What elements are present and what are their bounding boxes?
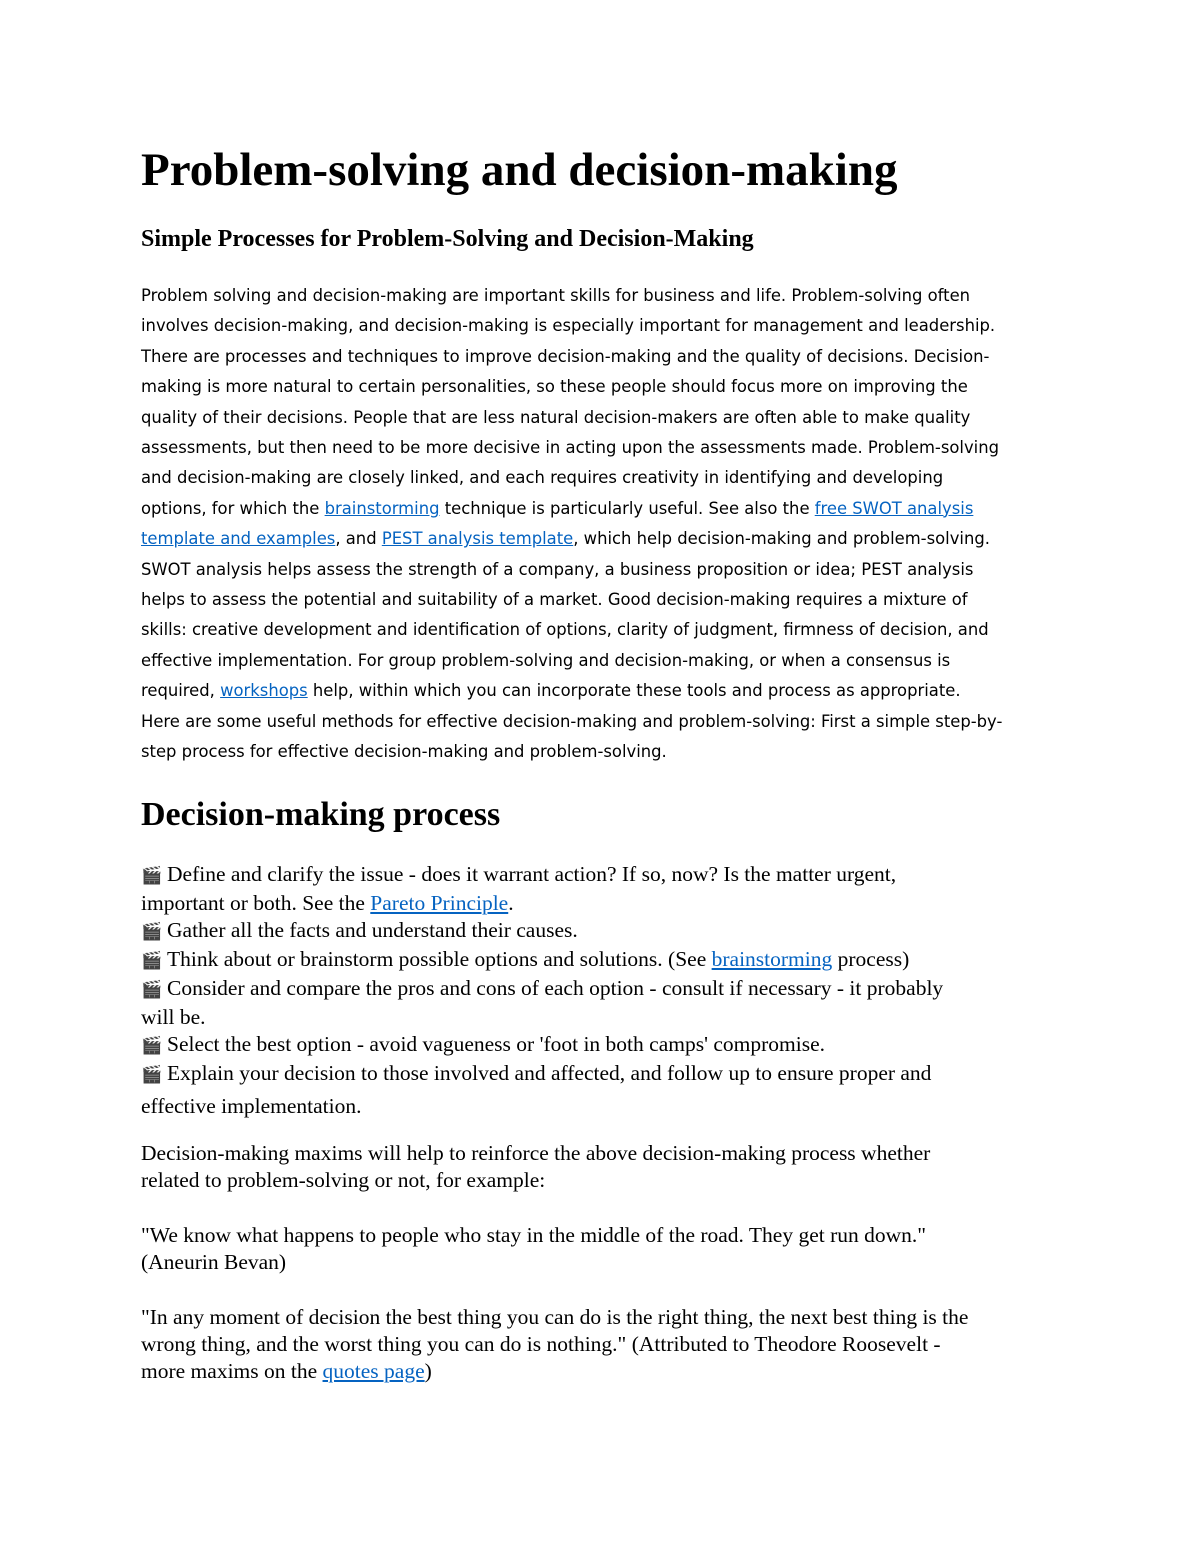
quote-text: ) xyxy=(424,1359,432,1383)
quote-line: (Aneurin Bevan) xyxy=(141,1250,287,1274)
intro-line: step process for effective decision-making and problem-solving. xyxy=(141,742,667,762)
clapperboard-icon: 🎬 xyxy=(141,866,163,886)
clapperboard-icon: 🎬 xyxy=(141,980,163,1000)
clapperboard-icon: 🎬 xyxy=(141,951,163,971)
clapperboard-icon: 🎬 xyxy=(141,1036,163,1056)
list-item xyxy=(141,917,1061,946)
swot-analysis-link[interactable]: free SWOT analysis xyxy=(814,498,974,518)
step-text: Gather all the facts and understand their causes. xyxy=(167,918,578,942)
step-text: Think about or brainstorm possible options and solutions. (See xyxy=(167,947,712,971)
intro-text: required, xyxy=(141,681,221,701)
intro-line: quality of their decisions. People that are less natural decision-makers are often able to make quality xyxy=(141,407,971,427)
step-text: Select the best option - avoid vagueness or 'foot in both camps' compromise. xyxy=(167,1032,825,1056)
intro-line: making is more natural to certain personalities, so these people should focus more on improving the xyxy=(141,377,968,397)
intro-line: helps to assess the potential and suitability of a market. Good decision-making requires a mixture of xyxy=(141,590,968,610)
maxims-intro-paragraph xyxy=(141,1140,1061,1194)
list-item-continued: effective implementation. xyxy=(141,1094,362,1118)
intro-paragraph xyxy=(141,281,1061,768)
quote-line: "We know what happens to people who stay in the middle of the road. They get run down." xyxy=(141,1223,927,1247)
paragraph-line: related to problem-solving or not, for example: xyxy=(141,1168,546,1192)
intro-line: There are processes and techniques to improve decision-making and the quality of decisions. Decision- xyxy=(141,346,990,366)
quote-roosevelt xyxy=(141,1304,1061,1385)
intro-line: Here are some useful methods for effective decision-making and problem-solving: First a simple step-by- xyxy=(141,711,1003,731)
list-item xyxy=(141,1060,1061,1089)
quote-line: "In any moment of decision the best thing you can do is the right thing, the next best thing is the xyxy=(141,1305,969,1329)
step-text: important or both. See the xyxy=(141,891,371,915)
list-item xyxy=(141,1031,1061,1060)
swot-analysis-link-continued[interactable]: template and examples xyxy=(141,529,336,549)
intro-line: skills: creative development and identification of options, clarity of judgment, firmness of decision, and xyxy=(141,620,989,640)
clapperboard-icon: 🎬 xyxy=(141,1065,163,1085)
list-item xyxy=(141,861,1061,890)
step-text: process) xyxy=(832,947,910,971)
intro-line xyxy=(141,494,1061,524)
workshops-link[interactable]: workshops xyxy=(220,681,308,701)
intro-text: , which help decision-making and problem-solving. xyxy=(573,529,990,549)
intro-line xyxy=(141,676,1061,706)
intro-line xyxy=(141,524,1061,554)
brainstorming-process-link[interactable]: brainstorming xyxy=(711,947,833,971)
intro-text: , and xyxy=(335,529,382,549)
intro-line: Problem solving and decision-making are important skills for business and life. Problem-solving often xyxy=(141,286,971,305)
quote-bevan xyxy=(141,1222,1061,1276)
pest-analysis-link[interactable]: PEST analysis template xyxy=(381,529,574,549)
intro-text: help, within which you can incorporate these tools and process as appropriate. xyxy=(307,681,961,701)
step-text: Explain your decision to those involved and affected, and follow up to ensure proper and xyxy=(167,1061,932,1085)
list-item xyxy=(141,975,1061,1004)
section-heading: Decision-making process xyxy=(141,796,501,833)
list-item-continued xyxy=(141,890,1061,917)
quotes-page-link[interactable]: quotes page xyxy=(322,1359,425,1383)
intro-line: effective implementation. For group problem-solving and decision-making, or when a consensus is xyxy=(141,650,951,670)
intro-line: SWOT analysis helps assess the strength of a company, a business proposition or idea; PEST analysis xyxy=(141,559,974,579)
step-text: Consider and compare the pros and cons of each option - consult if necessary - it probably xyxy=(167,976,944,1000)
subtitle: Simple Processes for Problem-Solving and Decision-Making xyxy=(141,226,754,252)
step-text: . xyxy=(508,891,514,915)
pareto-principle-link[interactable]: Pareto Principle xyxy=(370,891,509,915)
intro-line: assessments, but then need to be more decisive in acting upon the assessments made. Problem-solving xyxy=(141,438,1000,458)
process-steps-list xyxy=(141,861,1061,1120)
intro-text: options, for which the xyxy=(141,498,325,518)
clapperboard-icon: 🎬 xyxy=(141,922,163,942)
quote-line xyxy=(141,1358,1061,1385)
intro-line: involves decision-making, and decision-making is especially important for management and leadership. xyxy=(141,316,996,336)
list-item xyxy=(141,946,1061,975)
page-title: Problem-solving and decision-making xyxy=(141,144,898,196)
step-text: Define and clarify the issue - does it warrant action? If so, now? Is the matter urgent, xyxy=(167,862,897,886)
list-item-continued: will be. xyxy=(141,1005,206,1029)
intro-line: and decision-making are closely linked, and each requires creativity in identifying and developing xyxy=(141,468,944,488)
paragraph-line: Decision-making maxims will help to reinforce the above decision-making process whether xyxy=(141,1141,931,1165)
intro-text: technique is particularly useful. See also the xyxy=(439,498,815,518)
quote-text: more maxims on the xyxy=(141,1359,323,1383)
quote-line: wrong thing, and the worst thing you can do is nothing." (Attributed to Theodore Roosevelt - xyxy=(141,1332,941,1356)
brainstorming-link[interactable]: brainstorming xyxy=(324,498,440,518)
